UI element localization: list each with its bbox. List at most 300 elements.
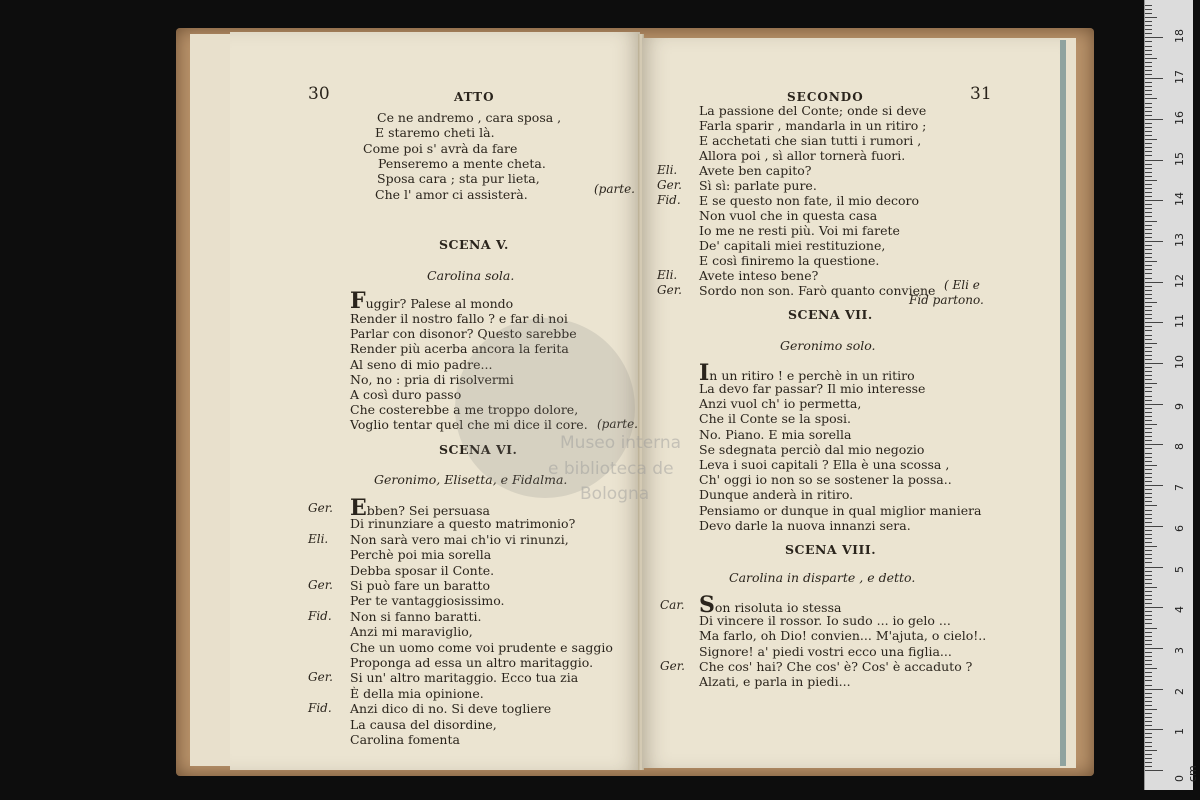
ruler-tick [1145,721,1152,722]
running-head: SECONDO [787,90,864,104]
scene-title: SCENA VII. [788,307,873,322]
verse-line: Dunque anderà in ritiro. [699,487,854,503]
ruler-tick [1145,115,1152,116]
speaker-label: Ger. [308,670,333,685]
ruler-tick [1145,591,1152,592]
ruler-tick [1145,567,1163,568]
dialogue-line [699,238,885,253]
dialogue-line [699,253,879,268]
ruler-tick [1145,754,1152,755]
ruler-tick [1145,733,1152,734]
dialogue-text: Avete ben capito? [699,163,812,178]
ruler-tick [1145,282,1163,283]
dialogue-text: La causa del disordine, [350,716,497,732]
ruler-tick [1145,192,1152,193]
ruler-tick [1145,343,1157,344]
ruler-tick [1145,575,1152,576]
ruler-tick [1145,758,1152,759]
ruler-tick [1145,497,1152,498]
ruler-tick [1145,477,1152,478]
ruler-tick [1145,82,1152,83]
ruler-tick [1145,200,1163,201]
ruler-tick [1145,261,1157,262]
ruler-tick [1145,147,1152,148]
dialogue-line [699,674,851,689]
dialogue-text: Non si fanno baratti. [350,608,482,624]
dialogue-line [350,717,497,732]
dialogue-line [350,578,490,593]
ruler-tick [1145,660,1152,661]
ruler-number: 5 [1173,565,1186,573]
ruler-tick [1145,86,1152,87]
ruler-tick [1145,603,1152,604]
running-head: ATTO [454,90,495,104]
dialogue-line [350,516,575,531]
ruler-tick [1145,41,1152,42]
ruler-tick [1145,107,1152,108]
ruler-tick [1145,90,1152,91]
ruler-tick [1145,615,1152,616]
ruler-tick [1145,70,1152,71]
verse-line: Devo darle la nuova innanzi sera. [699,517,911,533]
ruler-tick [1145,33,1152,34]
ruler-number: 2 [1173,687,1186,695]
speaker-label: Ger. [660,658,685,673]
dialogue-text: Sì sì: parlate pure. [699,178,817,193]
dialogue-line [350,670,578,685]
dialogue-text: Debba sposar il Conte. [350,562,495,578]
ruler-tick [1145,21,1152,22]
ruler-tick [1145,363,1163,364]
ruler-tick [1145,680,1152,681]
ruler-tick [1145,151,1152,152]
ruler-tick [1145,640,1152,641]
dialogue-line [699,283,935,298]
verse-line: Che costerebbe a me troppo dolore, [350,402,579,418]
dialogue-text: E così finiremo la questione. [699,253,880,268]
dialogue-line [699,644,952,659]
page-number: 30 [308,84,330,104]
ruler-tick [1145,387,1152,388]
ruler-tick [1145,62,1152,63]
ruler-tick [1145,318,1152,319]
dialogue-line [350,655,593,670]
verse-line: Voglio tentar quel che mi dice il core. [350,417,588,433]
dialogue-line [699,628,986,643]
ruler-tick [1145,400,1152,401]
ruler-tick [1145,298,1152,299]
ruler-number: 11 [1173,314,1186,329]
ruler-tick [1145,241,1163,242]
ruler-tick [1145,770,1163,771]
speaker-label: Eli. [657,163,678,177]
ruler-tick [1145,184,1152,185]
ruler-tick [1145,330,1152,331]
ruler-tick [1145,208,1152,209]
stage-direction: (parte. [597,417,638,431]
ruler-tick [1145,160,1163,161]
ruler-tick [1145,737,1152,738]
dialogue-line [350,686,484,701]
ruler-number: 18 [1173,29,1186,44]
dialogue-text: Di rinunziare a questo matrimonio? [350,516,576,532]
ruler-tick [1145,326,1152,327]
ruler-tick [1145,391,1152,392]
ruler-tick [1145,286,1152,287]
ruler-tick [1145,436,1152,437]
ruler-tick [1145,461,1152,462]
dialogue-line [350,624,473,639]
ruler-tick [1145,518,1152,519]
ruler-tick [1145,440,1152,441]
ruler-tick [1145,579,1152,580]
ruler-tick [1145,652,1152,653]
ruler-tick [1145,310,1152,311]
dialogue-line [699,193,919,208]
ruler-tick [1145,13,1152,14]
ruler-tick [1145,111,1152,112]
watermark-text: Bologna [580,484,650,504]
ruler-tick [1145,172,1152,173]
ruler-tick [1145,546,1157,547]
stage-direction: (parte. [594,182,635,196]
ruler-tick [1145,595,1152,596]
dialogue-text: Avete inteso bene? [699,268,819,283]
ruler-tick [1145,713,1152,714]
verse-line: Sposa cara ; sta pur lieta, [377,171,540,187]
dialogue-text: Di vincere il rossor. Io sudo ... io gelo ... [699,613,951,629]
ruler-tick [1145,505,1157,506]
ruler-tick [1145,379,1152,380]
ruler-tick [1145,212,1152,213]
verse-line: Al seno di mio padre... [350,356,493,372]
dialogue-line [350,640,613,655]
ruler-tick [1145,534,1152,535]
dialogue-text: Si può fare un baratto [350,578,491,593]
ruler-tick [1145,221,1157,222]
ruler-tick [1145,432,1152,433]
scene-cast: Geronimo, Elisetta, e Fidalma. [374,472,568,487]
verse-line: Che l' amor ci assisterà. [375,186,528,202]
verse-line: A così duro passo [350,387,462,402]
ruler-tick [1145,538,1152,539]
dialogue-text: Anzi mi maraviglio, [350,624,473,640]
measurement-ruler [1144,0,1199,790]
ruler-tick [1145,339,1152,340]
ruler-tick [1145,322,1163,323]
ruler-tick [1145,725,1152,726]
ruler-tick [1145,188,1152,189]
ruler-number: 3 [1173,646,1186,654]
watermark-text: Museo interna [560,433,682,453]
dialogue-line [699,208,877,223]
ruler-tick [1145,628,1157,629]
ruler-tick [1145,412,1152,413]
verse-line: Anzi vuol ch' io permetta, [699,396,862,412]
ruler-tick [1145,245,1152,246]
ruler-tick [1145,465,1157,466]
ruler-tick [1145,196,1152,197]
ruler-tick [1145,619,1152,620]
dialogue-line [350,532,569,547]
dialogue-text: Che un uomo come voi prudente e saggio [350,639,613,655]
ruler-tick [1145,9,1152,10]
ruler-tick [1145,717,1152,718]
dialogue-text: Proponga ad essa un altro maritaggio. [350,655,594,670]
ruler-tick [1145,542,1152,543]
ruler-number: 6 [1173,524,1186,532]
ruler-tick [1145,176,1152,177]
ruler-tick [1145,131,1152,132]
drop-cap: F [350,288,366,314]
ruler-tick [1145,420,1152,421]
ruler-tick [1145,664,1152,665]
ruler-tick [1145,685,1152,686]
ruler-tick [1145,237,1152,238]
dialogue-text: Ma farlo, oh Dio! convien... M'ajuta, o cielo!.. [699,628,987,644]
right-page [642,38,1060,768]
ruler-tick [1145,562,1152,563]
ruler-tick [1145,396,1152,397]
dialogue-line [699,268,818,283]
ruler-tick [1145,347,1152,348]
ruler-tick [1145,550,1152,551]
verse-line: Fuggir? Palese al mondo [350,288,514,314]
drop-cap: S [699,592,715,618]
verse-line: Se sdegnata perciò dal mio negozio [699,441,925,457]
verse-line: Pensiamo or dunque in qual miglior maniera [699,502,982,518]
ruler-tick [1145,701,1152,702]
ruler-tick [1145,29,1152,30]
ruler-tick [1145,204,1152,205]
ruler-tick [1145,155,1152,156]
ruler-tick [1145,50,1152,51]
ruler-tick [1145,473,1152,474]
dialogue-text: Alzati, e parla in piedi... [699,674,851,689]
scene-cast: Carolina sola. [427,268,515,283]
ruler-number: 15 [1173,151,1186,166]
ruler-number: 7 [1173,484,1186,492]
ruler-tick [1145,103,1152,104]
ruler-tick [1145,314,1152,315]
ruler-tick [1145,273,1152,274]
ruler-number: 1 [1173,728,1186,736]
verse-line: La passione del Conte; onde si deve [699,103,927,118]
ruler-number: 12 [1173,273,1186,288]
ruler-tick [1145,290,1152,291]
ruler-tick [1145,265,1152,266]
ruler-tick [1145,522,1152,523]
dialogue-line [699,613,951,628]
verse-line: Leva i suoi capitali ? Ella è una scossa , [699,457,950,472]
dialogue-text: on risoluta io stessa [714,600,842,615]
ruler-tick [1145,233,1152,234]
dialogue-line [699,178,817,193]
ruler-tick [1145,656,1152,657]
ruler-number: 8 [1173,443,1186,451]
verse-line: Ce ne andremo , cara sposa , [377,110,562,125]
ruler-number: 17 [1173,70,1186,85]
watermark-text: e biblioteca de [548,459,674,479]
speaker-label: Ger. [657,178,682,192]
ruler-tick [1145,554,1152,555]
ruler-tick [1145,489,1152,490]
ruler-tick [1145,587,1157,588]
dialogue-text: Sordo non son. Farò quanto conviene [699,283,936,298]
ruler-tick [1145,583,1152,584]
ruler-tick [1145,180,1157,181]
ruler-tick [1145,351,1152,352]
ruler-tick [1145,766,1152,767]
ruler-tick [1145,359,1152,360]
ruler-tick [1145,302,1157,303]
ruler-tick [1145,689,1163,690]
ruler-tick [1145,709,1157,710]
dialogue-text: Perchè poi mia sorella [350,547,492,563]
ruler-tick [1145,599,1152,600]
ruler-tick [1145,469,1152,470]
stage-direction: ( Eli e [944,278,980,292]
dialogue-text: Anzi dico di no. Si deve togliere [350,701,552,717]
ruler-number: 9 [1173,402,1186,410]
verse-line: Render più acerba ancora la ferita [350,341,569,357]
dialogue-text: Non vuol che in questa casa [699,208,878,223]
ruler-tick [1145,636,1152,637]
dialogue-line [350,593,505,608]
dialogue-line [350,547,491,562]
dialogue-text: Signore! a' piedi vostri ecco una figlia... [699,643,952,659]
scene-title: SCENA VIII. [785,542,877,557]
ruler-tick [1145,383,1157,384]
dialogue-text: Non sarà vero mai ch'io vi rinunzi, [350,531,569,547]
dialogue-line [350,609,481,624]
ruler-tick [1145,278,1152,279]
ruler-tick [1145,453,1152,454]
speaker-label: Eli. [308,531,329,546]
ruler-tick [1145,648,1163,649]
ruler-tick [1145,742,1152,743]
verse-line: In un ritiro ! e perchè in un ritiro [699,360,915,386]
ruler-tick [1145,762,1152,763]
ruler-tick [1145,94,1152,95]
ruler-tick [1145,632,1152,633]
ruler-tick [1145,493,1152,494]
speaker-label: Eli. [657,268,678,282]
ruler-tick [1145,448,1152,449]
verse-line: Ch' oggi io non so se sostener la possa.. [699,472,952,488]
speaker-label: Ger. [657,283,682,297]
speaker-label: Car. [660,598,685,612]
ruler-tick [1145,746,1152,747]
ruler-unit-label: 0 cm [1173,765,1199,782]
ruler-tick [1145,123,1152,124]
ruler-tick [1145,143,1152,144]
ruler-tick [1145,294,1152,295]
dialogue-line [350,701,551,716]
ruler-tick [1145,78,1163,79]
verse-line: Farla sparir , mandarla in un ritiro ; [699,118,927,133]
ruler-tick [1145,424,1157,425]
ruler-tick [1145,66,1152,67]
verse-line: Render il nostro fallo ? e far di noi [350,311,568,326]
ruler-number: 16 [1173,110,1186,125]
ruler-tick [1145,371,1152,372]
ruler-tick [1145,269,1152,270]
ruler-tick [1145,676,1152,677]
dialogue-line [699,659,972,674]
ruler-tick [1145,611,1152,612]
ruler-tick [1145,139,1157,140]
page-number: 31 [970,84,992,104]
drop-cap: E [350,495,367,521]
speaker-label: Fid. [657,193,681,207]
ruler-tick [1145,526,1163,527]
verse-line: Allora poi , sì allor tornerà fuori. [699,148,906,163]
ruler-tick [1145,17,1157,18]
ruler-tick [1145,416,1152,417]
ruler-tick [1145,481,1152,482]
dialogue-text: Io me ne resti più. Voi mi farete [699,223,900,238]
verse-line: No. Piano. E mia sorella [699,426,852,442]
dialogue-text: È della mia opinione. [350,685,484,701]
ruler-tick [1145,253,1152,254]
ruler-tick [1145,229,1152,230]
verse-line: No, no : pria di risolvermi [350,371,514,387]
dialogue-text: Carolina fomenta [350,732,460,747]
ruler-tick [1145,510,1152,511]
ruler-tick [1145,623,1152,624]
scene-cast: Geronimo solo. [780,338,876,353]
ruler-tick [1145,750,1157,751]
ruler-tick [1145,558,1152,559]
ruler-tick [1145,135,1152,136]
ruler-number: 13 [1173,232,1186,247]
dialogue-text: Per te vantaggiosissimo. [350,593,505,609]
speaker-label: Fid. [308,608,332,623]
dialogue-line [350,563,494,578]
ruler-tick [1145,571,1152,572]
verse-line: E staremo cheti là. [375,125,495,141]
ruler-tick [1145,672,1152,673]
speaker-label: Ger. [308,501,333,515]
verse-line: Che il Conte se la sposi. [699,411,852,427]
ruler-tick [1145,355,1152,356]
ruler-tick [1145,168,1152,169]
ruler-tick [1145,514,1152,515]
ruler-tick [1145,428,1152,429]
ruler-tick [1145,367,1152,368]
ruler-tick [1145,257,1152,258]
ruler-number: 10 [1173,355,1186,369]
ruler-tick [1145,408,1152,409]
ruler-tick [1145,375,1152,376]
ruler-tick [1145,607,1163,608]
ruler-tick [1145,25,1152,26]
ruler-number: 14 [1173,192,1186,207]
ruler-tick [1145,54,1152,55]
drop-cap: I [699,360,710,386]
ruler-tick [1145,46,1152,47]
ruler-tick [1145,74,1152,75]
ruler-tick [1145,668,1157,669]
verse-line: E acchetati che sian tutti i rumori , [699,133,922,148]
ruler-tick [1145,705,1152,706]
ruler-tick [1145,444,1163,445]
ruler-tick [1145,457,1152,458]
ruler-tick [1145,485,1163,486]
ruler-tick [1145,98,1157,99]
verse-line: Parlar con disonor? Questo sarebbe [350,326,577,342]
